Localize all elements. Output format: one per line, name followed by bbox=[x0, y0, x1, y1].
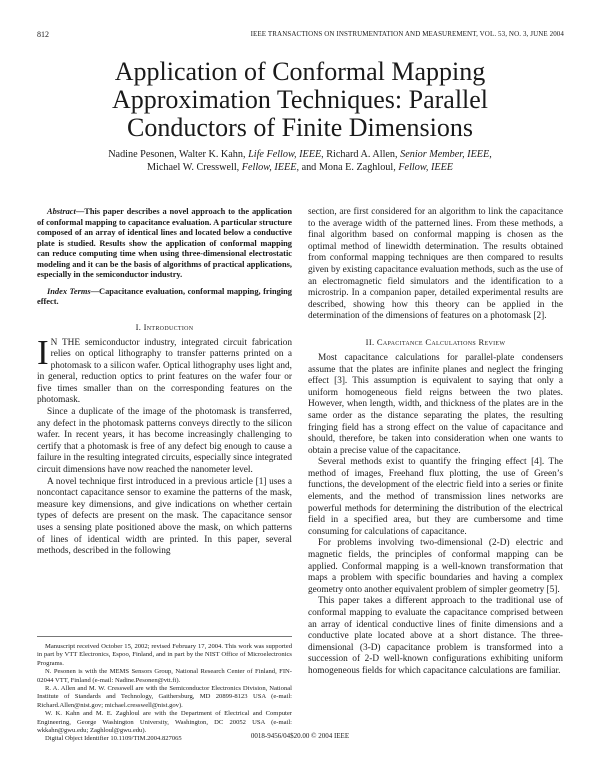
review-paragraph-1: Most capacitance calculations for parallel-plate condensers assume that the plates are infinite planes and neglect the fringing effect [3]. This assumption is equivalent to saying that only a uniform homogeneous field reigns between the two plates. However, when length, width, and thickness of the plates are in the same order as the distance separating the plates, the resulting fringing field has a strong effect on the value of capacitance and should, therefore, be taken into consideration when one wants to obtain a precise value of the capacitance. bbox=[308, 352, 563, 456]
footnote-pesonen: N. Pesonen is with the MEMS Sensors Group, National Research Center of Finland, FIN-02044 VTT, Finland (e-mail: Nadine.Pesonen@vtt.fi). bbox=[37, 668, 292, 684]
footnotes bbox=[37, 636, 292, 744]
abstract-text: —This paper describes a novel approach to the application of conformal mapping to capacitance evaluation. A particular structure composed of an array of identical lines and located below a conductive plate is studied. Results show the application of conformal mapping can reduce computing time when using three-dimensional electrostatic modeling and it can be the basis of algorithms of practical applications, especially in the semiconductor industry. bbox=[37, 207, 292, 279]
index-terms-text: —Capacitance evaluation, conformal mapping, fringing effect. bbox=[37, 286, 292, 306]
author-names-3: Michael W. Cresswell, bbox=[146, 162, 242, 173]
drop-cap: I bbox=[37, 332, 49, 372]
right-column bbox=[308, 207, 563, 678]
section-heading-introduction: I. Introduction bbox=[135, 321, 194, 332]
intro-paragraph-1-text: N THE semiconductor industry, integrated circuit fabrication relies on optical lithography to transfer patterns printed on a photomask to a silicon wafer. Optical lithography uses light and, in general, reduction optics to print features on the wafer four or five times smaller than on the corresponding features on the photomask. bbox=[37, 337, 292, 406]
intro-paragraph-2: Since a duplicate of the image of the photomask is transferred, any defect in the photomask patterns conveys directly to the silicon wafer. In recent years, it has become increasingly challenging to certify that a photomask is free of any defect big enough to cause a failure in the resulting integrated circuits, especially since integrated circuit dimensions have now reached the nanometer level. bbox=[37, 407, 292, 476]
paper-title bbox=[60, 58, 540, 142]
journal-header: IEEE TRANSACTIONS ON INSTRUMENTATION AND MEASUREMENT, VOL. 53, NO. 3, JUNE 2004 bbox=[250, 30, 564, 38]
review-paragraph-2: Several methods exist to quantify the fringing effect [4]. The method of images, Freehand flux plotting, the use of Green’s functions, the development of the electric field into a series or finite elements, and the method of transmission lines networks are powerful methods for determining the distribution of the electrical field in a specified area, but they are cumbersome and time consuming for calculations of capacitance. bbox=[308, 457, 563, 537]
index-terms-label: Index Terms bbox=[47, 286, 91, 296]
intro-continuation: section, are first considered for an algorithm to link the capacitance to the average width of the patterned lines. From these methods, a final algorithm based on conformal mapping is chosen as the optimal method of linewidth determination. The results obtained from conformal mapping techniques are then compared to results given by existing capacitance evaluation methods, such as the use of an electromagnetic field simulators and the identification to a microstrip. In a companion paper, detailed experimental results are described, showing how this theory can be applied in the determination of the dimensions of features on a photomask [2]. bbox=[308, 207, 563, 322]
footnote-manuscript: Manuscript received October 15, 2002; revised February 17, 2004. This work was supported in part by VTT Electronics, Espoo, Finland, and in part by the NIST Office of Microelectronics Programs. bbox=[37, 643, 292, 667]
intro-paragraph-3: A novel technique first introduced in a previous article [1] uses a noncontact capacitance sensor to examine the patterns of the mask, measure key dimensions, and give indications on whether certain types of defects are present on the mask. The capacitance sensor uses a sensing plate positioned above the mask, on which patterns of lines of identical width are printed. In this paper, several methods, described in the following bbox=[37, 476, 292, 557]
title-line-1: Application of Conformal Mapping bbox=[114, 57, 486, 86]
author-line-1 bbox=[40, 148, 560, 161]
author-membership-1: Life Fellow, IEEE bbox=[248, 149, 322, 160]
abstract bbox=[37, 207, 292, 281]
author-membership-2: Senior Member, IEEE bbox=[400, 149, 490, 160]
author-separator: , bbox=[489, 149, 492, 160]
section-heading-capacitance-review: II. Capacitance Calculations Review bbox=[365, 336, 506, 347]
author-line-2 bbox=[40, 161, 560, 174]
abstract-label: Abstract bbox=[47, 207, 76, 216]
author-names-1: Nadine Pesonen, Walter K. Kahn, bbox=[108, 149, 249, 160]
author-names-2: , Richard A. Allen, bbox=[321, 149, 401, 160]
left-column bbox=[37, 207, 292, 558]
author-membership-3: Fellow, IEEE bbox=[241, 162, 297, 173]
title-line-2: Approximation Techniques: Parallel bbox=[111, 85, 489, 114]
copyright-footer: 0018-9456/04$20.00 © 2004 IEEE bbox=[250, 732, 350, 740]
review-paragraph-3: For problems involving two-dimensional (2-D) electric and magnetic fields, the principles of conformal mapping can be applied. Conformal mapping is a well-known transformation that maps a problem with specific boundaries and having a complex geometry onto another equivalent problem of simpler geometry [5]. bbox=[308, 538, 563, 595]
author-list bbox=[40, 148, 560, 174]
footnote-kahn-zaghloul: W. K. Kahn and M. E. Zaghloul are with the Department of Electrical and Computer Engineering, George Washington University, Washington, DC 20052 USA (e-mail: wkkahn@gwu.edu; Zaghloul@gwu.edu). bbox=[37, 710, 292, 735]
footnote-doi: Digital Object Identifier 10.1109/TIM.2004.827065 bbox=[45, 735, 182, 743]
page-number: 812 bbox=[37, 30, 49, 39]
review-paragraph-4: This paper takes a different approach to the traditional use of conformal mapping to evaluate the capacitance comprised between an array of identical conductive lines of finite dimensions and a conductive plate located above at a short distance. The three-dimensional (3-D) capacitance problem is transformed into a succession of 2-D well-known configurations exhibiting uniform homogeneous fields for which capacitance calculations are familiar. bbox=[308, 596, 563, 676]
index-terms bbox=[37, 287, 292, 308]
intro-paragraph-1 bbox=[37, 332, 292, 408]
footnote-allen-cresswell: R. A. Allen and M. W. Cresswell are with the Semiconductor Electronics Division, National Institute of Standards and Technology, Gaithersburg, MD 20899-8123 USA (e-mail: Richard.Allen@nist.gov; michael.cresswell@nist.gov). bbox=[37, 685, 292, 709]
title-line-3: Conductors of Finite Dimensions bbox=[127, 113, 473, 142]
author-membership-4: Fellow, IEEE bbox=[398, 162, 454, 173]
author-names-4: , and Mona E. Zaghloul, bbox=[296, 162, 399, 173]
